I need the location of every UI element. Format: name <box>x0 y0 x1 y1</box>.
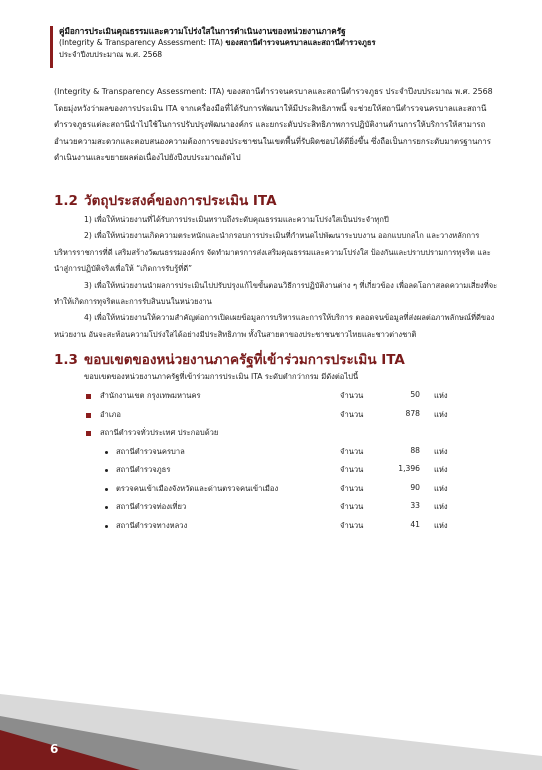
scope-row-qty: 88 <box>410 445 420 455</box>
scope-row-unit: แห่ง <box>434 502 448 511</box>
scope-row-qty-label: จำนวน <box>340 520 364 530</box>
scope-row-label: สถานีตำรวจนครบาล <box>116 446 185 456</box>
objectives-list <box>54 212 500 343</box>
scope-row-label: สำนักงานเขต กรุงเทพมหานคร <box>100 391 201 400</box>
scope-row <box>0 520 542 536</box>
header-subtitle <box>59 37 529 49</box>
scope-row <box>0 390 542 406</box>
scope-row <box>0 483 542 499</box>
scope-row-unit: แห่ง <box>434 483 448 493</box>
round-bullet-icon <box>105 506 108 509</box>
scope-row-qty-label: จำนวน <box>340 409 364 419</box>
round-bullet-icon <box>105 469 108 472</box>
page-number: 6 <box>50 742 59 756</box>
scope-row-qty: 41 <box>410 519 420 529</box>
objective-item: 3) เพื่อให้หน่วยงานนำผลการประเมินไปปรับปรุงแก้ไขขั้นตอนวิธีการปฏิบัติงานต่าง ๆ ที่เกี่ยวข้อง เพื่อลดโอกาสลดความเสี่ยงที่จะทำให้เกิดการทุจริตและการรับสินบนในหน่วยงาน <box>54 280 498 307</box>
footer-decoration <box>0 686 542 770</box>
running-header <box>59 25 529 61</box>
header-fiscal-year: ประจำปีงบประมาณ พ.ศ. 2568 <box>59 50 163 59</box>
scope-row-unit: แห่ง <box>434 409 448 419</box>
objective-item: 4) เพื่อให้หน่วยงานให้ความสำคัญต่อการเปิดเผยข้อมูลการบริหารและการให้บริการ ตลอดจนข้อมูลที่ส่งผลต่อภาพลักษณ์ที่ดีของหน่วยงาน อันจะสะท้อนความโปร่งใสได้อย่างมีประสิทธิภาพ ทั้งในสายตาของประชาชนชาวไทยและชาวต่างชาติ <box>54 313 495 339</box>
scope-row-unit: แห่ง <box>434 520 448 530</box>
section-number: 1.2 <box>54 193 78 209</box>
scope-row-qty-label: จำนวน <box>340 465 364 474</box>
scope-row <box>0 464 542 480</box>
scope-row-unit: แห่ง <box>434 446 448 456</box>
scope-row-label: อำเภอ <box>100 409 121 419</box>
objective-item: 2) เพื่อให้หน่วยงานเกิดความตระหนักและนำกรอบการประเมินที่กำหนดไปพัฒนาระบบงาน ออกแบบกลไก และวางหลักการบริหารราชการที่ดี เสริมสร้างวัฒนธรรมองค์กร จัดทำมาตรการส่งเสริมคุณธรรมและความโปร่งใส ป้องกันและปราบปรามการทุจริต และนำสู่การปฏิบัติจริงเพื่อให้ “เกิดการรับรู้ที่ดี” <box>54 231 491 274</box>
scope-row-label: สถานีตำรวจภูธร <box>116 465 171 474</box>
scope-row-qty: 33 <box>410 501 420 510</box>
section-heading-1-3 <box>54 348 405 370</box>
scope-row-qty: 50 <box>410 390 420 399</box>
scope-row <box>0 501 542 517</box>
section-title: วัตถุประสงค์ของการประเมิน ITA <box>84 193 277 209</box>
section-title: ขอบเขตของหน่วยงานภาครัฐที่เข้าร่วมการประเมิน ITA <box>84 352 405 368</box>
header-subtitle-bold: ของสถานีตำรวจนครบาลและสถานีตำรวจภูธร <box>225 38 376 47</box>
scope-row-unit: แห่ง <box>434 465 448 474</box>
round-bullet-icon <box>105 451 108 454</box>
scope-row <box>0 427 542 443</box>
section-number: 1.3 <box>54 352 78 368</box>
scope-row <box>0 409 542 425</box>
scope-row-qty: 1,396 <box>398 464 420 473</box>
scope-lead-text: ขอบเขตของหน่วยงานภาครัฐที่เข้าร่วมการประเมิน ITA ระดับตำกว่ากรม มีดังต่อไปนี้ <box>84 372 359 381</box>
header-subtitle-prefix: (Integrity & Transparency Assessment: ITA) <box>59 38 223 47</box>
intro-paragraph: (Integrity & Transparency Assessment: ITA) ของสถานีตำรวจนครบาลและสถานีตำรวจภูธร ประจำปีงบประมาณ พ.ศ. 2568 โดยมุ่งหวังว่าผลของการประเมิน ITA จากเครื่องมือที่ได้รับการพัฒนาให้มีประสิทธิภาพนี้ จะช่วยให้สถานีตำรวจนครบาลและสถานีตำรวจภูธรแต่ละสถานีนำไปใช้ในการปรับปรุงพัฒนาองค์กร และยกระดับประสิทธิภาพการปฏิบัติงานด้านการให้บริการให้สามารถอำนวยความสะดวกและตอบสนองความต้องการของประชาชนในเขตพื้นที่รับผิดชอบได้ดียิ่งขึ้น ซึ่งถือเป็นการยกระดับมาตรฐานการดำเนินงานและขยายผลต่อเนื่องไปยังปีงบประมาณถัดไป <box>54 87 493 162</box>
scope-row-qty-label: จำนวน <box>340 446 364 456</box>
square-bullet-icon <box>86 431 91 436</box>
scope-row-label: สถานีตำรวจทางหลวง <box>116 520 188 530</box>
square-bullet-icon <box>86 413 91 418</box>
section-heading-1-2 <box>54 189 277 211</box>
square-bullet-icon <box>86 394 91 399</box>
round-bullet-icon <box>105 525 108 528</box>
scope-row-qty-label: จำนวน <box>340 391 364 400</box>
header-title: คู่มือการประเมินคุณธรรมและความโปร่งใสในการดำเนินงานของหน่วยงานภาครัฐ <box>59 26 346 36</box>
scope-row-qty-label: จำนวน <box>340 483 364 493</box>
scope-row <box>0 446 542 462</box>
objective-item: 1) เพื่อให้หน่วยงานที่ได้รับการประเมินทราบถึงระดับคุณธรรมและความโปร่งใสเป็นประจำทุกปี <box>84 215 389 224</box>
scope-row-label: สถานีตำรวจท่องเที่ยว <box>116 502 187 511</box>
scope-row-unit: แห่ง <box>434 391 448 400</box>
scope-row-qty: 878 <box>405 408 420 418</box>
scope-row-qty: 90 <box>410 482 420 492</box>
round-bullet-icon <box>105 488 108 491</box>
scope-row-label: ตรวจคนเข้าเมืองจังหวัดและด่านตรวจคนเข้าเมือง <box>116 483 279 493</box>
scope-row-qty-label: จำนวน <box>340 502 364 511</box>
header-accent-bar <box>50 26 53 68</box>
scope-row-label: สถานีตำรวจทั่วประเทศ ประกอบด้วย <box>100 428 219 437</box>
